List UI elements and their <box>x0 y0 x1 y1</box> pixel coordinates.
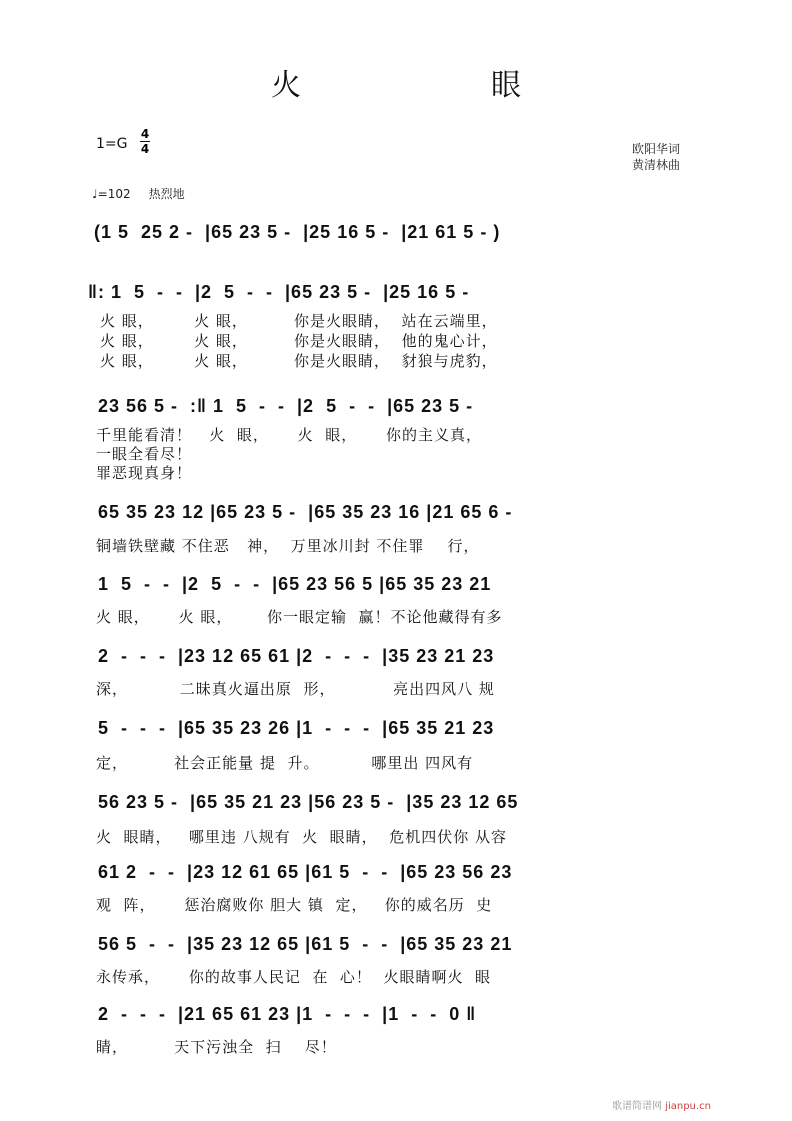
system-7-notes: 5 - - - |65 35 23 26 |1 - - - |65 35 21 23 <box>98 718 495 738</box>
system-10-lyric: 永传承， 你的故事人民记 在 心！ 火眼睛啊火 眼 <box>96 968 491 986</box>
watermark-site: 歌谱简谱网 <box>612 1101 662 1112</box>
tempo-marking <box>92 185 185 202</box>
system-7-lyric: 定， 社会正能量 提 升。 哪里出 四风有 <box>96 754 474 772</box>
system-2-lyric-verse-3: 火 眼， 火 眼， 你是火眼睛， 豺狼与虎豹， <box>100 352 498 370</box>
time-signature-bottom: 4 <box>140 142 150 156</box>
system-9-notes: 61 2 - - |23 12 61 65 |61 5 - - |65 23 56 23 <box>98 862 513 882</box>
time-signature-top: 4 <box>140 127 150 141</box>
system-3-lyric-verse-1: 千里能看清！ 火 眼， 火 眼， 你的主义真， <box>96 426 483 444</box>
composer-credit: 黄清林曲 <box>632 158 681 172</box>
song-title: 火 眼 <box>271 68 601 103</box>
time-signature <box>140 128 150 155</box>
system-6-notes: 2 - - - |23 12 65 61 |2 - - - |35 23 21 23 <box>98 646 495 666</box>
system-4-notes: 65 35 23 12 |65 23 5 - |65 35 23 16 |21 65 6 - <box>98 502 513 522</box>
system-2-lyric-verse-1: 火 眼， 火 眼， 你是火眼睛， 站在云端里， <box>100 312 498 330</box>
system-9-lyric: 观 阵， 惩治腐败你 胆大 镇 定， 你的威名历 史 <box>96 896 493 914</box>
system-2-notes: ‖: 1 5 - - |2 5 - - |65 23 5 - |25 16 5 - <box>88 282 470 302</box>
system-5-notes: 1 5 - - |2 5 - - |65 23 56 5 |65 35 23 21 <box>98 574 492 594</box>
system-5-lyric: 火 眼， 火 眼， 你一眼定输 赢！不论他藏得有多 <box>96 608 503 626</box>
key-signature: 1=G <box>96 136 128 152</box>
system-11-lyric: 睛， 天下污浊全 扫 尽！ <box>96 1038 337 1056</box>
mood-marking: 热烈地 <box>148 187 185 201</box>
tempo-value: ♩=102 <box>92 187 131 201</box>
system-8-lyric: 火 眼睛， 哪里违 八规有 火 眼睛， 危机四伏你 从容 <box>96 828 507 846</box>
watermark <box>612 1097 711 1112</box>
watermark-url: jianpu.cn <box>665 1101 711 1112</box>
system-8-notes: 56 23 5 - |65 35 21 23 |56 23 5 - |35 23 12 65 <box>98 792 519 812</box>
system-3-lyric-verse-3: 罪恶现真身！ <box>96 464 193 482</box>
lyricist-credit: 欧阳华词 <box>632 142 681 156</box>
system-11-notes: 2 - - - |21 65 61 23 |1 - - - |1 - - 0 ‖ <box>98 1004 477 1024</box>
system-1-notes: (1 5 25 2 - |65 23 5 - |25 16 5 - |21 61 5 - ) <box>94 222 501 242</box>
system-4-lyric: 铜墙铁壁藏 不住恶 神， 万里冰川封 不住罪 行， <box>96 537 480 555</box>
system-3-notes: 23 56 5 - :‖ 1 5 - - |2 5 - - |65 23 5 - <box>98 396 474 416</box>
system-2-lyric-verse-2: 火 眼， 火 眼， 你是火眼睛， 他的鬼心计， <box>100 332 498 350</box>
system-10-notes: 56 5 - - |35 23 12 65 |61 5 - - |65 35 23 21 <box>98 934 513 954</box>
system-3-lyric-verse-2: 一眼全看尽！ <box>96 445 193 463</box>
system-6-lyric: 深， 二昧真火逼出原 形， 亮出四风八 规 <box>96 680 495 698</box>
